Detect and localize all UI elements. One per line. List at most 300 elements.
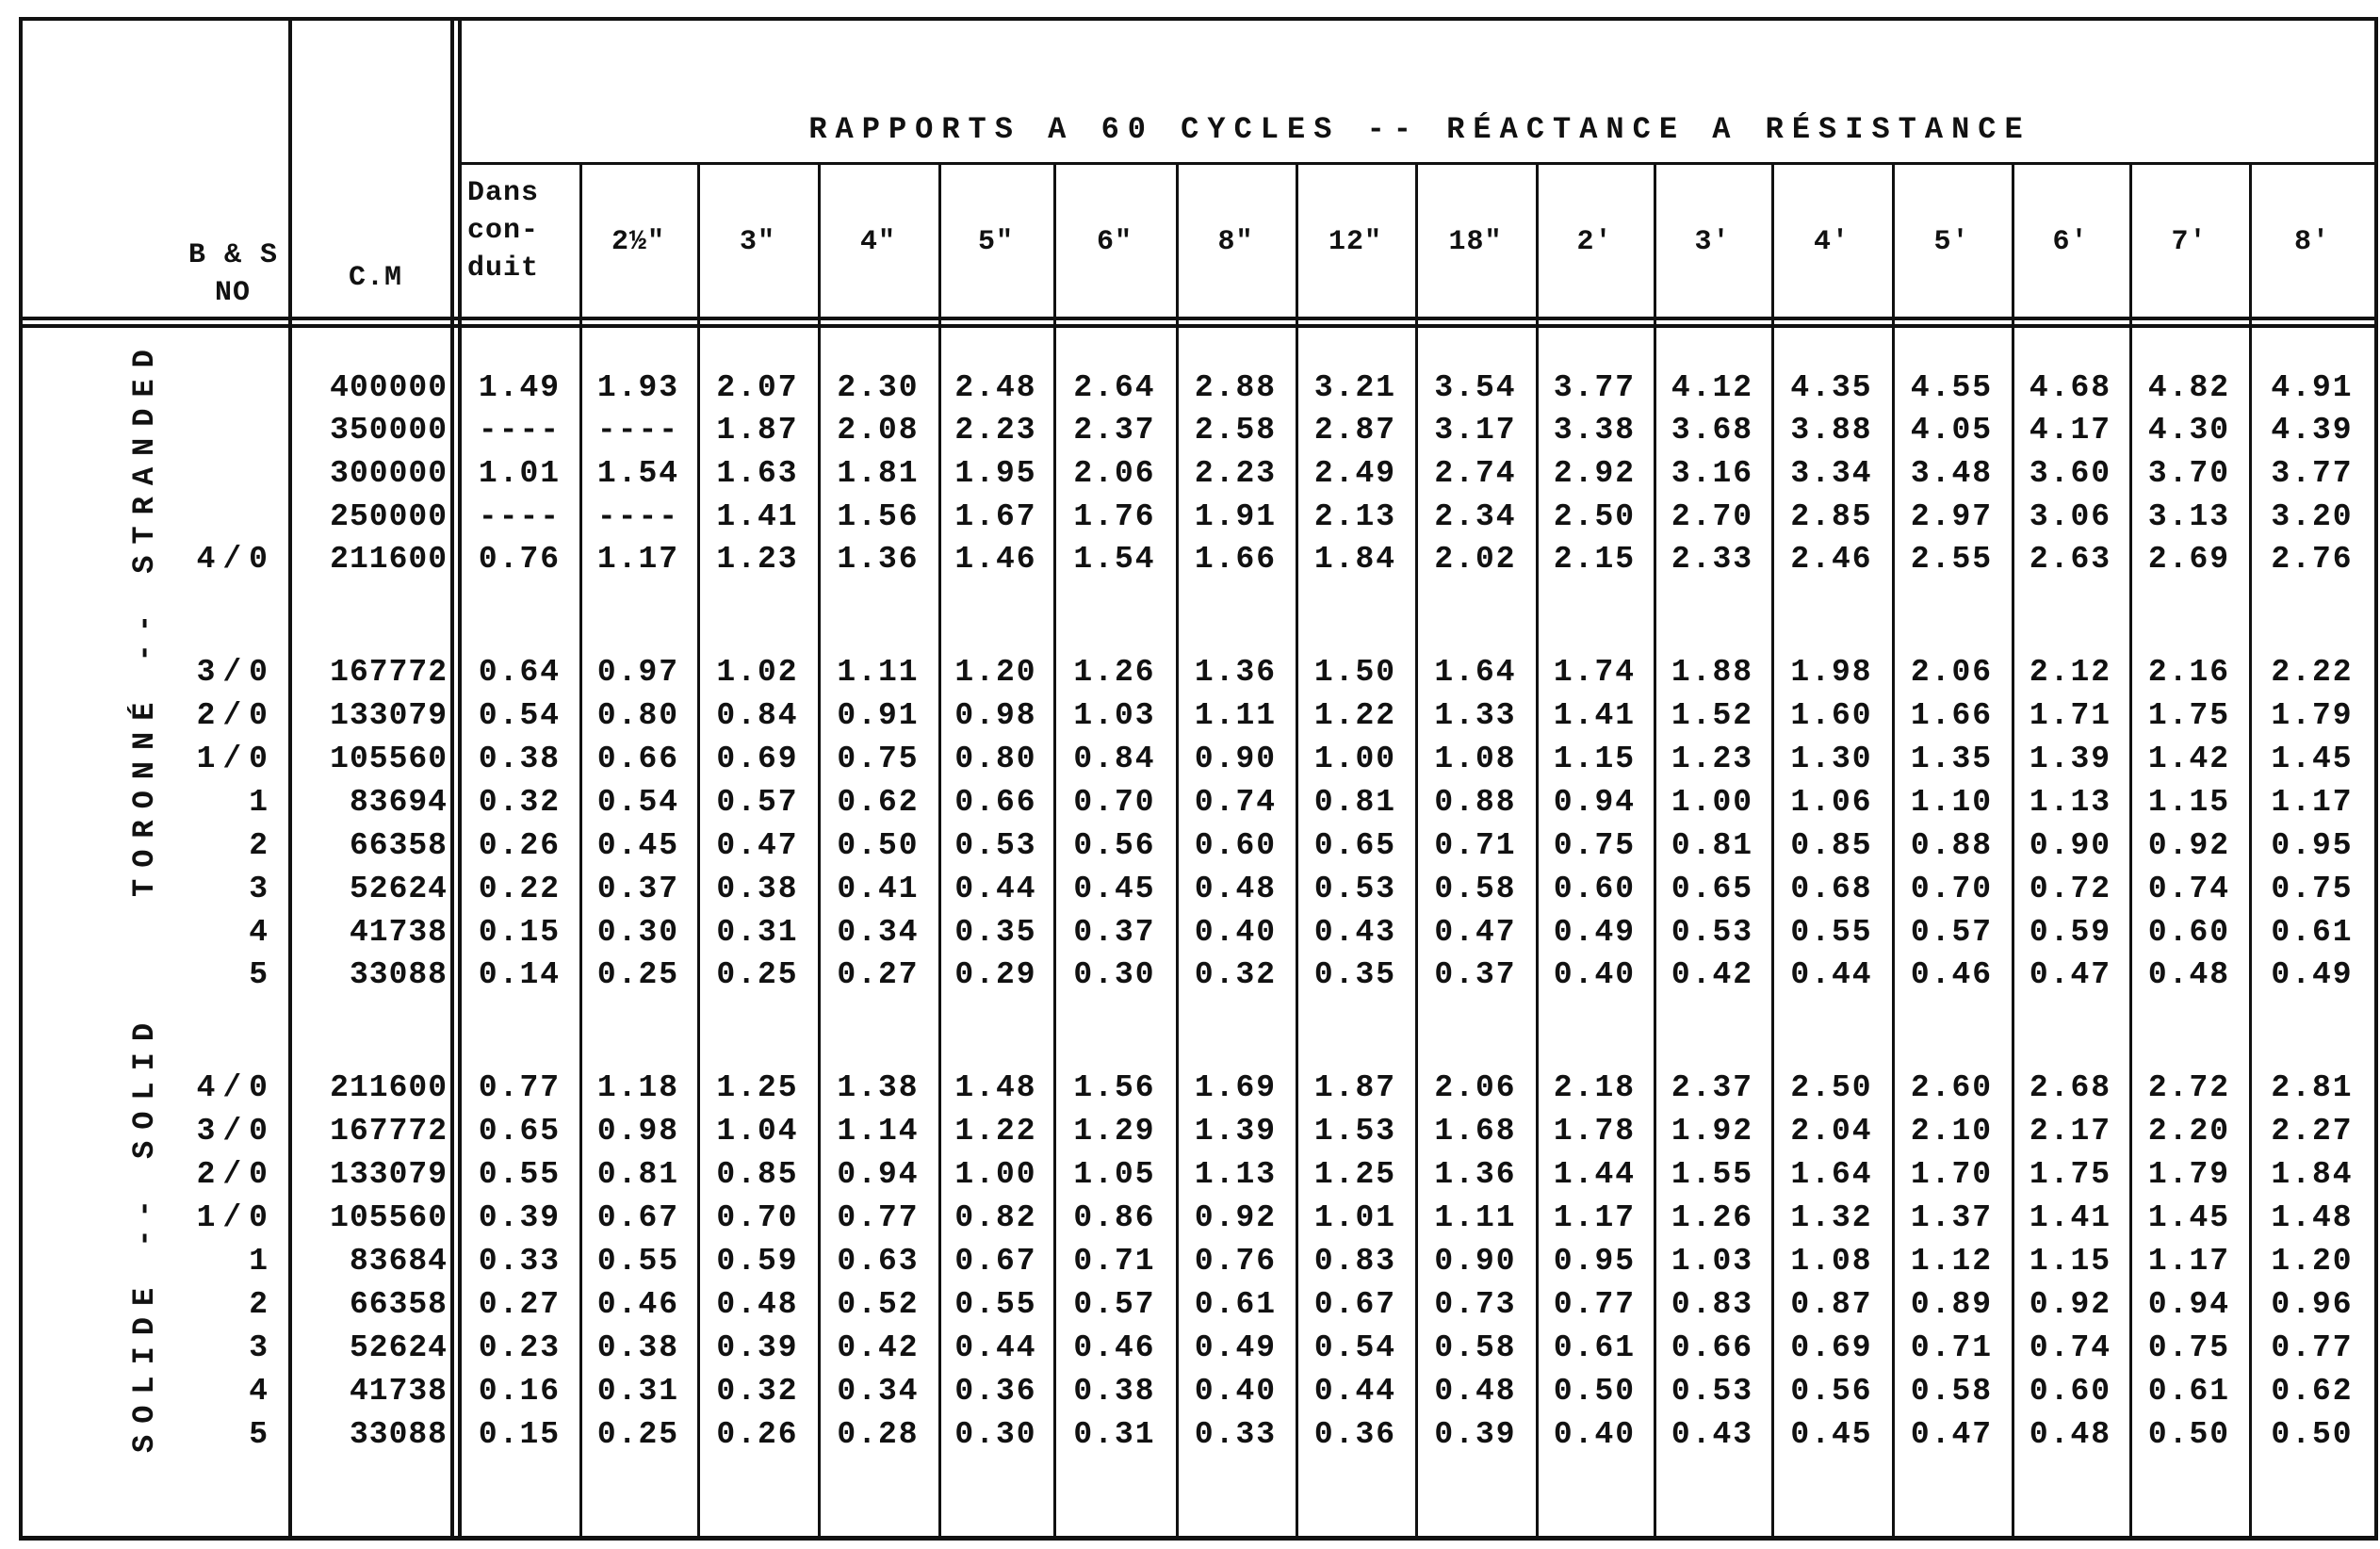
solid-ratio-cell: 0.55	[478, 1157, 562, 1192]
solid-ratio-cell: 0.73	[1434, 1287, 1517, 1322]
stranded-ratio-cell: 4.05	[1910, 413, 1994, 448]
stranded-ratio-cell: 4.82	[2147, 370, 2231, 405]
stranded-ratio-cell: 0.55	[1790, 915, 1873, 950]
stranded-ratio-cell: 3.48	[1910, 456, 1994, 491]
solid-ratio-cell: 1.78	[1553, 1114, 1637, 1149]
stranded-ratio-cell: 0.42	[1671, 957, 1754, 992]
stranded-ratio-cell: 1.54	[1073, 542, 1156, 577]
stranded-ratio-cell: 0.60	[1194, 828, 1278, 863]
solid-ratio-cell: 0.83	[1313, 1244, 1397, 1279]
solid-ratio-cell: 0.96	[2271, 1287, 2354, 1322]
stranded-ratio-cell: 2.85	[1790, 499, 1873, 534]
circular-mils-label: C.M	[349, 262, 403, 294]
solid-ratio-cell: 1.22	[954, 1114, 1037, 1149]
conduit-header-line: con-	[467, 215, 540, 247]
solid-bs-number: 3	[249, 1330, 275, 1365]
solid-ratio-cell: 1.01	[1313, 1200, 1397, 1235]
solid-ratio-cell: 0.81	[596, 1157, 680, 1192]
conduit-header-line: duit	[467, 253, 540, 285]
stranded-ratio-cell: 1.13	[2029, 785, 2112, 820]
solid-ratio-cell: 0.38	[596, 1330, 680, 1365]
solid-ratio-cell: 0.50	[2147, 1417, 2231, 1452]
stranded-ratio-cell: 0.15	[478, 915, 562, 950]
solid-ratio-cell: 0.39	[1434, 1417, 1517, 1452]
stranded-ratio-cell: 1.81	[837, 456, 920, 491]
solid-ratio-cell: 0.82	[954, 1200, 1037, 1235]
stranded-ratio-cell: 1.52	[1671, 698, 1754, 733]
stranded-ratio-cell: 2.15	[1553, 542, 1637, 577]
stranded-ratio-cell: 0.97	[596, 655, 680, 690]
solid-ratio-cell: 1.39	[1194, 1114, 1278, 1149]
solid-ratio-cell: 1.37	[1910, 1200, 1994, 1235]
solid-ratio-cell: 0.58	[1434, 1330, 1517, 1365]
stranded-ratio-cell: 0.54	[596, 785, 680, 820]
stranded-bs-number: 1	[249, 785, 275, 820]
solid-ratio-cell: 0.36	[954, 1374, 1037, 1409]
stranded-ratio-cell: 1.66	[1910, 698, 1994, 733]
stranded-circular-mils: 52624	[349, 872, 448, 906]
spacing-header: 8"	[1217, 226, 1254, 258]
solid-ratio-cell: 1.12	[1910, 1244, 1994, 1279]
stranded-ratio-cell: 0.60	[1553, 872, 1637, 906]
solid-ratio-cell: 1.75	[2029, 1157, 2112, 1192]
solid-ratio-cell: 1.17	[1553, 1200, 1637, 1235]
solid-ratio-cell: 0.52	[837, 1287, 920, 1322]
stranded-ratio-cell: 2.50	[1553, 499, 1637, 534]
cm-column-rule-1	[450, 17, 454, 1540]
solid-ratio-cell: 1.48	[2271, 1200, 2354, 1235]
stranded-ratio-cell: 1.08	[1434, 742, 1517, 776]
stranded-ratio-cell: 0.92	[2147, 828, 2231, 863]
stranded-ratio-cell: 2.12	[2029, 655, 2112, 690]
solid-ratio-cell: 1.14	[837, 1114, 920, 1149]
solid-ratio-cell: 0.36	[1313, 1417, 1397, 1452]
solid-ratio-cell: 2.37	[1671, 1070, 1754, 1105]
stranded-ratio-cell: 2.30	[837, 370, 920, 405]
stranded-ratio-cell: 0.48	[1194, 872, 1278, 906]
stranded-ratio-cell: 0.47	[2029, 957, 2112, 992]
stranded-ratio-cell: 1.02	[716, 655, 799, 690]
solid-ratio-cell: 0.55	[596, 1244, 680, 1279]
stranded-ratio-cell: 1.00	[1313, 742, 1397, 776]
solid-ratio-cell: 1.48	[954, 1070, 1037, 1105]
solid-ratio-cell: 0.62	[2271, 1374, 2354, 1409]
table-top-border	[19, 17, 2378, 21]
spacing-header: 2'	[1576, 226, 1613, 258]
table-title: RAPPORTS A 60 CYCLES -- RÉACTANCE A RÉSISTANCE	[808, 112, 2031, 147]
stranded-ratio-cell: 0.50	[837, 828, 920, 863]
stranded-ratio-cell: 2.87	[1313, 413, 1397, 448]
solid-ratio-cell: 0.26	[716, 1417, 799, 1452]
solid-ratio-cell: 1.04	[716, 1114, 799, 1149]
stranded-circular-mils: 133079	[330, 698, 448, 733]
stranded-ratio-cell: 2.88	[1194, 370, 1278, 405]
stranded-ratio-cell: 1.74	[1553, 655, 1637, 690]
stranded-ratio-cell: 1.49	[478, 370, 562, 405]
stranded-circular-mils: 400000	[330, 370, 448, 405]
stranded-ratio-cell: 0.62	[837, 785, 920, 820]
solid-ratio-cell: 1.64	[1790, 1157, 1873, 1192]
solid-bs-number: 3/0	[196, 1114, 275, 1149]
stranded-ratio-cell: 0.98	[954, 698, 1037, 733]
stranded-ratio-cell: 3.16	[1671, 456, 1754, 491]
stranded-ratio-cell: 3.68	[1671, 413, 1754, 448]
stranded-ratio-cell: 0.81	[1671, 828, 1754, 863]
solid-ratio-cell: 0.34	[837, 1374, 920, 1409]
spacing-header: 12"	[1328, 226, 1382, 258]
solid-ratio-cell: 0.67	[954, 1244, 1037, 1279]
solid-ratio-cell: 1.15	[2029, 1244, 2112, 1279]
stranded-ratio-cell: 0.84	[1073, 742, 1156, 776]
stranded-ratio-cell: 1.56	[837, 499, 920, 534]
stranded-circular-mils: 350000	[330, 413, 448, 448]
stranded-ratio-cell: 0.75	[837, 742, 920, 776]
stranded-ratio-cell: 2.34	[1434, 499, 1517, 534]
solid-bs-number: 5	[249, 1417, 275, 1452]
stranded-ratio-cell: 0.54	[478, 698, 562, 733]
stranded-ratio-cell: 1.26	[1073, 655, 1156, 690]
stranded-ratio-cell: 0.26	[478, 828, 562, 863]
solid-circular-mils: 66358	[349, 1287, 448, 1322]
stranded-ratio-cell: 2.49	[1313, 456, 1397, 491]
solid-ratio-cell: 1.17	[2147, 1244, 2231, 1279]
stranded-ratio-cell: 1.98	[1790, 655, 1873, 690]
stranded-ratio-cell: 1.66	[1194, 542, 1278, 577]
table-left-border	[19, 17, 23, 1540]
spacing-header: 4'	[1813, 226, 1850, 258]
spacing-header: 8'	[2293, 226, 2330, 258]
solid-ratio-cell: 2.10	[1910, 1114, 1994, 1149]
table-bottom-border	[19, 1536, 2378, 1541]
solid-ratio-cell: 0.39	[478, 1200, 562, 1235]
stranded-ratio-cell: 1.79	[2271, 698, 2354, 733]
stranded-ratio-cell: 1.15	[1553, 742, 1637, 776]
stranded-circular-mils: 33088	[349, 957, 448, 992]
solid-bs-number: 4	[249, 1374, 275, 1409]
stranded-ratio-cell: 0.27	[837, 957, 920, 992]
solid-ratio-cell: 1.26	[1671, 1200, 1754, 1235]
stranded-ratio-cell: 0.70	[1910, 872, 1994, 906]
solid-ratio-cell: 2.27	[2271, 1114, 2354, 1149]
stranded-ratio-cell: 1.93	[596, 370, 680, 405]
solid-ratio-cell: 0.67	[596, 1200, 680, 1235]
solid-ratio-cell: 1.70	[1910, 1157, 1994, 1192]
solid-ratio-cell: 1.08	[1790, 1244, 1873, 1279]
solid-ratio-cell: 0.66	[1671, 1330, 1754, 1365]
stranded-ratio-cell: 0.32	[1194, 957, 1278, 992]
stranded-ratio-cell: 0.84	[716, 698, 799, 733]
solid-ratio-cell: 0.87	[1790, 1287, 1873, 1322]
stranded-ratio-cell: 2.76	[2271, 542, 2354, 577]
solid-ratio-cell: 1.69	[1194, 1070, 1278, 1105]
stranded-ratio-cell: 1.87	[716, 413, 799, 448]
solid-ratio-cell: 0.95	[1553, 1244, 1637, 1279]
stranded-ratio-cell: 1.50	[1313, 655, 1397, 690]
solid-ratio-cell: 1.20	[2271, 1244, 2354, 1279]
solid-ratio-cell: 1.53	[1313, 1114, 1397, 1149]
spacing-header: 6'	[2052, 226, 2089, 258]
stranded-ratio-cell: 2.06	[1910, 655, 1994, 690]
solid-ratio-cell: 0.40	[1194, 1374, 1278, 1409]
solid-ratio-cell: 0.42	[837, 1330, 920, 1365]
solid-bs-number: 4/0	[196, 1070, 275, 1105]
stranded-circular-mils: 300000	[330, 456, 448, 491]
solid-ratio-cell: 2.04	[1790, 1114, 1873, 1149]
stranded-ratio-cell: 1.67	[954, 499, 1037, 534]
stranded-ratio-cell: 1.71	[2029, 698, 2112, 733]
stranded-ratio-cell: 3.13	[2147, 499, 2231, 534]
stranded-circular-mils: 83694	[349, 785, 448, 820]
stranded-ratio-cell: 3.60	[2029, 456, 2112, 491]
solid-ratio-cell: 0.59	[716, 1244, 799, 1279]
solid-ratio-cell: 0.83	[1671, 1287, 1754, 1322]
stranded-ratio-cell: 0.60	[2147, 915, 2231, 950]
solid-ratio-cell: 1.87	[1313, 1070, 1397, 1105]
solid-ratio-cell: 0.74	[2029, 1330, 2112, 1365]
solid-circular-mils: 105560	[330, 1200, 448, 1235]
stranded-ratio-cell: 1.60	[1790, 698, 1873, 733]
stranded-ratio-cell: 2.16	[2147, 655, 2231, 690]
solid-ratio-cell: 0.43	[1671, 1417, 1754, 1452]
stranded-ratio-cell: 0.48	[2147, 957, 2231, 992]
stranded-ratio-cell: 0.80	[596, 698, 680, 733]
stranded-ratio-cell: 3.77	[2271, 456, 2354, 491]
stranded-ratio-cell: 1.76	[1073, 499, 1156, 534]
spacing-header: 7'	[2171, 226, 2208, 258]
solid-ratio-cell: 1.13	[1194, 1157, 1278, 1192]
stranded-ratio-cell: 0.34	[837, 915, 920, 950]
solid-ratio-cell: 0.16	[478, 1374, 562, 1409]
bs-number-label-2: NO	[215, 277, 252, 309]
stranded-bs-number: 2	[249, 828, 275, 863]
solid-ratio-cell: 0.46	[596, 1287, 680, 1322]
conduit-header-line: Dans	[467, 177, 540, 209]
stranded-ratio-cell: 4.91	[2271, 370, 2354, 405]
solid-ratio-cell: 0.50	[1553, 1374, 1637, 1409]
solid-ratio-cell: 1.05	[1073, 1157, 1156, 1192]
stranded-ratio-cell: 0.65	[1313, 828, 1397, 863]
solid-ratio-cell: 2.60	[1910, 1070, 1994, 1105]
stranded-ratio-cell: 0.30	[596, 915, 680, 950]
solid-ratio-cell: 2.06	[1434, 1070, 1517, 1105]
spacing-header: 2½"	[611, 226, 665, 258]
stranded-ratio-cell: 0.68	[1790, 872, 1873, 906]
solid-bs-number: 1	[249, 1244, 275, 1279]
solid-ratio-cell: 0.25	[596, 1417, 680, 1452]
stranded-ratio-cell: 0.47	[716, 828, 799, 863]
stranded-ratio-cell: 2.22	[2271, 655, 2354, 690]
stranded-ratio-cell: 2.63	[2029, 542, 2112, 577]
stranded-ratio-cell: 0.76	[478, 542, 562, 577]
solid-ratio-cell: 0.71	[1910, 1330, 1994, 1365]
bs-number-label: B & S	[188, 239, 279, 271]
solid-ratio-cell: 1.25	[1313, 1157, 1397, 1192]
stranded-ratio-cell: 4.35	[1790, 370, 1873, 405]
stranded-ratio-cell: 1.35	[1910, 742, 1994, 776]
solid-ratio-cell: 0.49	[1194, 1330, 1278, 1365]
spacing-header: 18"	[1448, 226, 1503, 258]
solid-ratio-cell: 0.54	[1313, 1330, 1397, 1365]
stranded-ratio-cell: 1.17	[596, 542, 680, 577]
solid-ratio-cell: 1.79	[2147, 1157, 2231, 1192]
solid-ratio-cell: 0.70	[716, 1200, 799, 1235]
solid-ratio-cell: 0.57	[1073, 1287, 1156, 1322]
stranded-ratio-cell: 1.36	[1194, 655, 1278, 690]
stranded-ratio-cell: 1.95	[954, 456, 1037, 491]
stranded-ratio-cell: 0.45	[1073, 872, 1156, 906]
solid-ratio-cell: 0.86	[1073, 1200, 1156, 1235]
stranded-ratio-cell: ----	[478, 413, 562, 448]
stranded-ratio-cell: 0.75	[1553, 828, 1637, 863]
spacing-header: 6"	[1096, 226, 1133, 258]
stranded-ratio-cell: 0.91	[837, 698, 920, 733]
solid-ratio-cell: 0.89	[1910, 1287, 1994, 1322]
solid-ratio-cell: 0.47	[1910, 1417, 1994, 1452]
solid-ratio-cell: 1.56	[1073, 1070, 1156, 1105]
solid-ratio-cell: 1.36	[1434, 1157, 1517, 1192]
solid-ratio-cell: 1.55	[1671, 1157, 1754, 1192]
solid-ratio-cell: 2.17	[2029, 1114, 2112, 1149]
stranded-ratio-cell: 0.31	[716, 915, 799, 950]
title-rule	[460, 162, 2378, 165]
solid-ratio-cell: 0.31	[1073, 1417, 1156, 1452]
stranded-ratio-cell: 3.17	[1434, 413, 1517, 448]
stranded-circular-mils: 211600	[330, 542, 448, 577]
solid-ratio-cell: 0.40	[1553, 1417, 1637, 1452]
stranded-ratio-cell: 2.97	[1910, 499, 1994, 534]
solid-ratio-cell: 0.48	[1434, 1374, 1517, 1409]
stranded-ratio-cell: 2.37	[1073, 413, 1156, 448]
stranded-ratio-cell: 0.71	[1434, 828, 1517, 863]
solid-ratio-cell: 0.69	[1790, 1330, 1873, 1365]
solid-ratio-cell: 0.63	[837, 1244, 920, 1279]
stranded-circular-mils: 167772	[330, 655, 448, 690]
stranded-ratio-cell: 0.56	[1073, 828, 1156, 863]
stranded-circular-mils: 66358	[349, 828, 448, 863]
stranded-ratio-cell: 0.88	[1910, 828, 1994, 863]
stranded-ratio-cell: 1.30	[1790, 742, 1873, 776]
stranded-ratio-cell: 0.41	[837, 872, 920, 906]
solid-ratio-cell: 0.92	[1194, 1200, 1278, 1235]
solid-ratio-cell: 0.61	[1194, 1287, 1278, 1322]
solid-ratio-cell: 2.18	[1553, 1070, 1637, 1105]
solid-ratio-cell: 0.94	[2147, 1287, 2231, 1322]
solid-ratio-cell: 0.67	[1313, 1287, 1397, 1322]
stranded-ratio-cell: 0.53	[954, 828, 1037, 863]
solid-ratio-cell: 0.48	[716, 1287, 799, 1322]
stranded-ratio-cell: 0.64	[478, 655, 562, 690]
solid-ratio-cell: 0.28	[837, 1417, 920, 1452]
stranded-ratio-cell: 0.46	[1910, 957, 1994, 992]
solid-ratio-cell: 1.68	[1434, 1114, 1517, 1149]
solid-ratio-cell: 0.27	[478, 1287, 562, 1322]
stranded-ratio-cell: 0.66	[954, 785, 1037, 820]
solid-ratio-cell: 0.38	[1073, 1374, 1156, 1409]
stranded-ratio-cell: 1.33	[1434, 698, 1517, 733]
stranded-ratio-cell: 1.63	[716, 456, 799, 491]
stranded-ratio-cell: 1.22	[1313, 698, 1397, 733]
stranded-ratio-cell: 2.92	[1553, 456, 1637, 491]
stranded-ratio-cell: 2.55	[1910, 542, 1994, 577]
stranded-ratio-cell: 0.37	[1073, 915, 1156, 950]
stranded-ratio-cell: 0.85	[1790, 828, 1873, 863]
solid-ratio-cell: 0.45	[1790, 1417, 1873, 1452]
solid-ratio-cell: 1.18	[596, 1070, 680, 1105]
solid-ratio-cell: 1.32	[1790, 1200, 1873, 1235]
solid-ratio-cell: 0.15	[478, 1417, 562, 1452]
stranded-bs-number: 1/0	[196, 742, 275, 776]
stranded-ratio-cell: 1.10	[1910, 785, 1994, 820]
stranded-ratio-cell: 1.01	[478, 456, 562, 491]
stranded-ratio-cell: 1.11	[837, 655, 920, 690]
stranded-ratio-cell: 2.58	[1194, 413, 1278, 448]
stranded-ratio-cell: ----	[596, 413, 680, 448]
stranded-ratio-cell: 2.33	[1671, 542, 1754, 577]
solid-ratio-cell: 0.33	[1194, 1417, 1278, 1452]
spacing-header: 4"	[859, 226, 896, 258]
stranded-ratio-cell: 0.57	[716, 785, 799, 820]
solid-ratio-cell: 0.50	[2271, 1417, 2354, 1452]
stranded-ratio-cell: 0.58	[1434, 872, 1517, 906]
stranded-ratio-cell: 0.25	[596, 957, 680, 992]
stranded-ratio-cell: 2.02	[1434, 542, 1517, 577]
stranded-ratio-cell: 0.65	[1671, 872, 1754, 906]
solid-ratio-cell: 0.94	[837, 1157, 920, 1192]
spacing-header: 3"	[739, 226, 775, 258]
solid-ratio-cell: 0.77	[837, 1200, 920, 1235]
stranded-ratio-cell: 0.35	[954, 915, 1037, 950]
solid-ratio-cell: 0.53	[1671, 1374, 1754, 1409]
stranded-ratio-cell: 3.06	[2029, 499, 2112, 534]
stranded-ratio-cell: 0.70	[1073, 785, 1156, 820]
solid-group-label: SOLIDE -- SOLID	[127, 1011, 162, 1453]
stranded-ratio-cell: 1.46	[954, 542, 1037, 577]
solid-ratio-cell: 2.50	[1790, 1070, 1873, 1105]
solid-ratio-cell: 0.65	[478, 1114, 562, 1149]
stranded-ratio-cell: 4.68	[2029, 370, 2112, 405]
solid-ratio-cell: 0.77	[2271, 1330, 2354, 1365]
solid-ratio-cell: 0.75	[2147, 1330, 2231, 1365]
stranded-ratio-cell: 3.54	[1434, 370, 1517, 405]
stranded-ratio-cell: 0.53	[1671, 915, 1754, 950]
stranded-ratio-cell: 2.69	[2147, 542, 2231, 577]
solid-circular-mils: 33088	[349, 1417, 448, 1452]
stranded-ratio-cell: 0.35	[1313, 957, 1397, 992]
stranded-ratio-cell: 0.32	[478, 785, 562, 820]
solid-ratio-cell: 0.76	[1194, 1244, 1278, 1279]
stranded-ratio-cell: 1.75	[2147, 698, 2231, 733]
stranded-ratio-cell: 1.23	[1671, 742, 1754, 776]
stranded-ratio-cell: 0.43	[1313, 915, 1397, 950]
stranded-ratio-cell: 1.54	[596, 456, 680, 491]
solid-ratio-cell: 0.61	[1553, 1330, 1637, 1365]
stranded-bs-number: 3/0	[196, 655, 275, 690]
solid-bs-number: 1/0	[196, 1200, 275, 1235]
stranded-ratio-cell: 1.39	[2029, 742, 2112, 776]
stranded-ratio-cell: 0.57	[1910, 915, 1994, 950]
stranded-ratio-cell: 0.49	[2271, 957, 2354, 992]
stranded-group-label: TORONNÉ -- STRANDED	[127, 338, 162, 897]
stranded-ratio-cell: 2.48	[954, 370, 1037, 405]
stranded-ratio-cell: 0.30	[1073, 957, 1156, 992]
stranded-ratio-cell: 0.66	[596, 742, 680, 776]
stranded-ratio-cell: 1.64	[1434, 655, 1517, 690]
solid-ratio-cell: 2.72	[2147, 1070, 2231, 1105]
solid-ratio-cell: 0.31	[596, 1374, 680, 1409]
stranded-ratio-cell: 0.95	[2271, 828, 2354, 863]
header-rule-lower	[19, 324, 2378, 328]
stranded-ratio-cell: 0.74	[1194, 785, 1278, 820]
